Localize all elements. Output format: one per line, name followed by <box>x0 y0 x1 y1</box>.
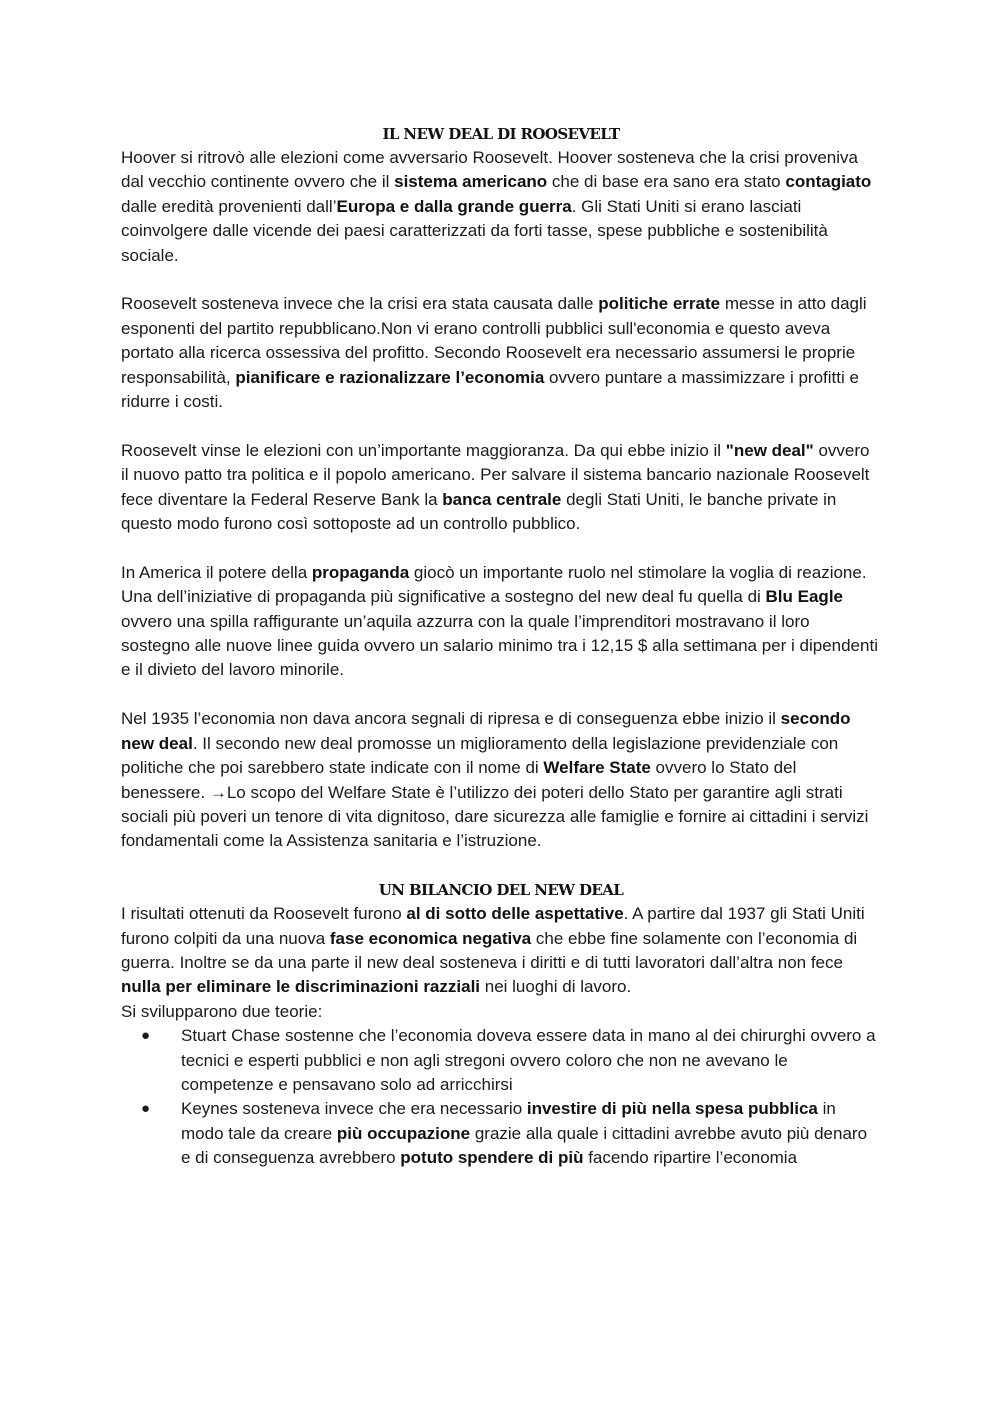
paragraph-spacer <box>121 536 881 560</box>
paragraph-spacer <box>121 268 881 292</box>
bold-phrase: Welfare State <box>543 758 651 778</box>
list-item-text: Stuart Chase sostenne che l’economia doveva essere data in mano al dei chirurghi ovvero a tecnici e esperti pubblici e non agli stregoni ovvero coloro che non ne avevano le competenze e pensavano solo ad arricchirsi <box>181 1026 876 1094</box>
bullet-icon: ● <box>141 1100 151 1118</box>
bold-phrase: potuto spendere di più <box>400 1148 584 1168</box>
list-item-text: Keynes sosteneva invece che era necessario investire di più nella spesa pubblica in modo tale da creare più occupazione grazie alla quale i cittadini avrebbe avuto più denaro e di conseguenza avrebbero potuto spendere di più facendo ripartire l’economia <box>181 1099 868 1168</box>
bold-phrase: al di sotto delle aspettative <box>406 904 624 924</box>
document-body <box>121 122 881 1171</box>
bold-phrase: secondo new deal <box>121 709 851 753</box>
bold-phrase: fase economica negativa <box>329 928 532 948</box>
bold-phrase: più occupazione <box>336 1123 471 1143</box>
bold-phrase: Europa e dalla grande guerra <box>336 196 572 216</box>
paragraph-theories-intro: Si svilupparono due teorie: <box>121 1001 323 1021</box>
paragraph-hoover: Hoover si ritrovò alle elezioni come avversario Roosevelt. Hoover sosteneva che la crisi proveniva dal vecchio continente ovvero che il sistema americano che di base era sano era stato contagiato dalle eredità provenienti dall’Europa e dalla grande guerra. Gli Stati Uniti si erano lasciati coinvolgere dalle vicende dei paesi caratterizzati da forti tasse, spese pubbliche e sostenibilità sociale. <box>121 148 872 265</box>
bold-phrase: propaganda <box>311 562 410 582</box>
bold-phrase: politiche errate <box>598 294 721 314</box>
section-title-bilancio: UN BILANCIO DEL NEW DEAL <box>378 881 624 900</box>
section-title-new-deal: IL NEW DEAL DI ROOSEVELT <box>382 125 620 143</box>
paragraph-second-new-deal: Nel 1935 l’economia non dava ancora segnali di ripresa e di conseguenza ebbe inizio il secondo new deal. Il secondo new deal promosse un miglioramento della legislazione previdenziale con politiche che poi sarebbero state indicate con il nome di Welfare State ovvero lo Stato del benessere. →Lo scopo del Welfare State è l’utilizzo dei poteri dello Stato per garantire agli strati sociali più poveri un tenore di vita dignitoso, dare sicurezza alle famiglie e fornire ai cittadini i servizi fondamentali come la Assistenza sanitaria e l’istruzione. <box>121 709 869 851</box>
theories-list <box>121 1024 881 1170</box>
bold-phrase: Blu Eagle <box>765 587 843 607</box>
bold-phrase: nulla per eliminare le discriminazioni razziali <box>121 977 481 997</box>
bold-phrase: banca centrale <box>442 489 562 509</box>
bold-phrase: sistema americano <box>394 172 548 192</box>
paragraph-elections: Roosevelt vinse le elezioni con un’importante maggioranza. Da qui ebbe inizio il "new deal" ovvero il nuovo patto tra politica e il popolo americano. Per salvare il sistema bancario nazionale Roosevelt fece diventare la Federal Reserve Bank la banca centrale degli Stati Uniti, le banche private in questo modo furono così sottoposte ad un controllo pubblico. <box>121 440 870 534</box>
paragraph-roosevelt-view: Roosevelt sosteneva invece che la crisi era stata causata dalle politiche errate messe in atto dagli esponenti del partito repubblicano.Non vi erano controlli pubblici sull'economia e questo aveva portato alla ricerca ossessiva del profitto. Secondo Roosevelt era necessario assumersi le proprie responsabilità, pianificare e razionalizzare l’economia ovvero puntare a massimizzare i profitti e ridurre i costi. <box>121 294 867 412</box>
list-item-stuart-chase <box>121 1024 881 1097</box>
paragraph-propaganda: In America il potere della propaganda giocò un importante ruolo nel stimolare la voglia di reazione. Una dell’iniziative di propaganda più significative a sostegno del new deal fu quella di Blu Eagle ovvero una spilla raffigurante un’aquila azzurra con la quale l’imprenditori mostravano il loro sostegno alle nuove linee guida ovvero un salario minimo tra i 12,15 $ alla settimana per i dipendenti e il divieto del lavoro minorile. <box>121 562 878 680</box>
bold-phrase: investire di più nella spesa pubblica <box>526 1099 818 1119</box>
bold-phrase: contagiato <box>785 172 872 192</box>
paragraph-spacer <box>121 854 881 878</box>
list-item-keynes <box>121 1097 881 1170</box>
paragraph-spacer <box>121 414 881 438</box>
bold-phrase: pianificare e razionalizzare l’economia <box>235 367 545 387</box>
paragraph-spacer <box>121 683 881 707</box>
bullet-icon: ● <box>141 1027 151 1045</box>
bold-phrase: "new deal" <box>725 440 814 460</box>
paragraph-results: I risultati ottenuti da Roosevelt furono al di sotto delle aspettative. A partire dal 1937 gli Stati Uniti furono colpiti da una nuova fase economica negativa che ebbe fine solamente con l’economia di guerra. Inoltre se da una parte il new deal sosteneva i diritti e di tutti lavoratori dall’altra non fece nulla per eliminare le discriminazioni razziali nei luoghi di lavoro. <box>121 904 865 997</box>
